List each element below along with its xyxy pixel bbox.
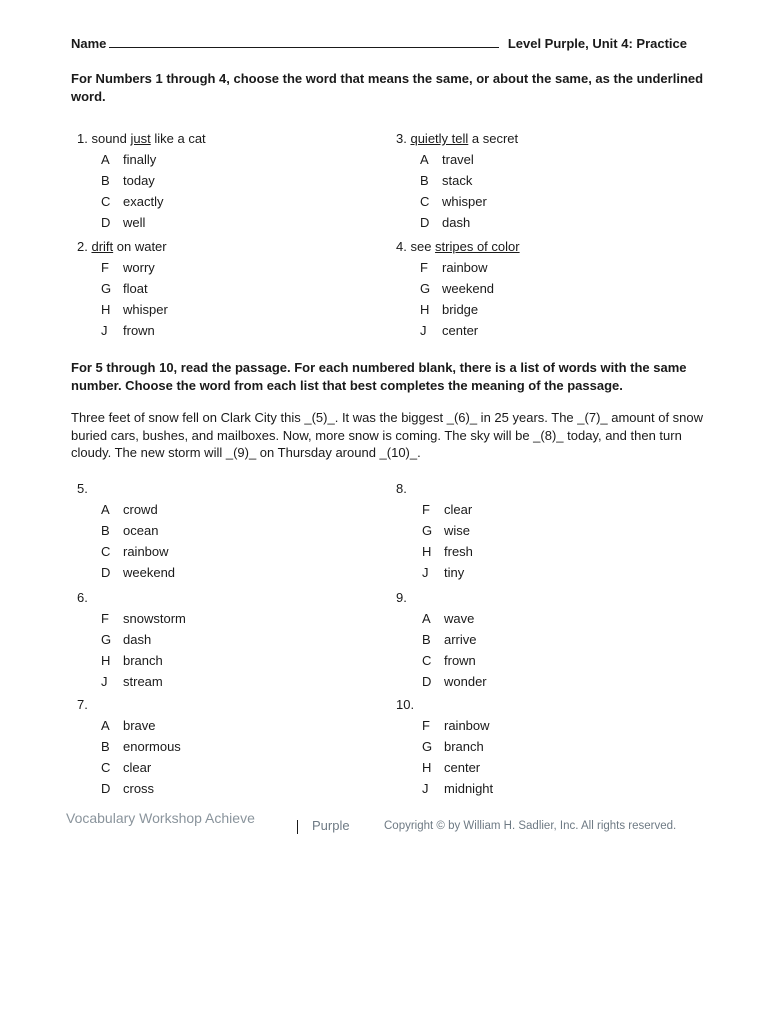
section1-instructions: For Numbers 1 through 4, choose the word that means the same, or about the same, as the underlined word. bbox=[71, 71, 704, 104]
page-title: Level Purple, Unit 4: Practice bbox=[507, 36, 687, 51]
answer-option[interactable]: A wave bbox=[422, 611, 475, 626]
question-1 bbox=[77, 128, 206, 233]
question-number: 8. bbox=[396, 481, 407, 496]
answer-option[interactable]: C whisper bbox=[420, 194, 487, 209]
question-8 bbox=[396, 478, 473, 583]
answer-option[interactable]: J stream bbox=[101, 674, 163, 689]
reading-passage: Three feet of snow fell on Clark City this _(5)_. It was the biggest _(6)_ in 25 years. The _(7)_ amount of snow buried cars, bushes, and mailboxes. Now, more snow is coming. The sky will be _(8)_ today, and then turn cloudy. The new storm will _(9)_ on Thursday around _(10)_. bbox=[71, 410, 704, 460]
question-2 bbox=[77, 236, 168, 341]
question-10 bbox=[396, 694, 493, 799]
answer-option[interactable]: A crowd bbox=[101, 502, 158, 517]
answer-option[interactable]: H bridge bbox=[420, 302, 479, 317]
answer-option[interactable]: F snowstorm bbox=[101, 611, 186, 626]
answer-option[interactable]: A travel bbox=[420, 152, 474, 167]
name-blank-line bbox=[109, 37, 499, 48]
question-9 bbox=[396, 587, 487, 692]
name-label: Name bbox=[71, 36, 107, 51]
answer-option[interactable]: F rainbow bbox=[420, 260, 488, 275]
answer-option[interactable]: A finally bbox=[101, 152, 157, 167]
answer-option[interactable]: B today bbox=[101, 173, 155, 188]
answer-option[interactable]: G branch bbox=[422, 739, 484, 754]
answer-option[interactable]: G wise bbox=[422, 523, 471, 538]
question-number: 7. bbox=[77, 697, 88, 712]
answer-option[interactable]: D cross bbox=[101, 781, 155, 796]
footer-copyright: Copyright © by William H. Sadlier, Inc. All rights reserved. bbox=[384, 820, 677, 832]
answer-option[interactable]: H center bbox=[422, 760, 481, 775]
question-stem: 3. quietly tell a secret bbox=[396, 131, 519, 146]
answer-option[interactable]: F clear bbox=[422, 502, 473, 517]
answer-option[interactable]: J center bbox=[420, 323, 479, 338]
answer-option[interactable]: D weekend bbox=[101, 565, 176, 580]
question-7 bbox=[77, 694, 181, 799]
answer-option[interactable]: G weekend bbox=[420, 281, 495, 296]
answer-option[interactable]: J midnight bbox=[422, 781, 494, 796]
answer-option[interactable]: C frown bbox=[422, 653, 476, 668]
question-number: 6. bbox=[77, 590, 88, 605]
section2-instructions: For 5 through 10, read the passage. For each numbered blank, there is a list of words with the same number. Choose the word from each list that best completes the meaning of the passage. bbox=[71, 360, 687, 393]
question-3 bbox=[396, 128, 518, 233]
answer-option[interactable]: B enormous bbox=[101, 739, 181, 754]
answer-option[interactable]: A brave bbox=[101, 718, 156, 733]
answer-option[interactable]: B ocean bbox=[101, 523, 159, 538]
question-4 bbox=[396, 236, 520, 341]
question-stem: 4. see stripes of color bbox=[396, 239, 520, 254]
footer-brand: Vocabulary Workshop Achieve bbox=[66, 810, 255, 826]
answer-option[interactable]: G float bbox=[101, 281, 148, 296]
answer-option[interactable]: C rainbow bbox=[101, 544, 169, 559]
answer-option[interactable]: H branch bbox=[101, 653, 163, 668]
answer-option[interactable]: H whisper bbox=[101, 302, 168, 317]
question-6 bbox=[77, 587, 186, 692]
question-number: 9. bbox=[396, 590, 407, 605]
answer-option[interactable]: D wonder bbox=[422, 674, 487, 689]
question-number: 10. bbox=[396, 697, 415, 712]
question-number: 5. bbox=[77, 481, 88, 496]
question-5 bbox=[77, 478, 175, 583]
answer-option[interactable]: C clear bbox=[101, 760, 152, 775]
answer-option[interactable]: D well bbox=[101, 215, 146, 230]
answer-option[interactable]: B stack bbox=[420, 173, 473, 188]
answer-option[interactable]: D dash bbox=[420, 215, 471, 230]
question-stem: 2. drift on water bbox=[77, 239, 167, 254]
answer-option[interactable]: H fresh bbox=[422, 544, 473, 559]
page-header bbox=[71, 36, 691, 51]
answer-option[interactable]: J frown bbox=[101, 323, 155, 338]
footer-divider bbox=[297, 820, 298, 834]
footer-level: Purple bbox=[312, 818, 350, 833]
question-stem: 1. sound just like a cat bbox=[77, 131, 206, 146]
answer-option[interactable]: C exactly bbox=[101, 194, 164, 209]
answer-option[interactable]: J tiny bbox=[422, 565, 465, 580]
answer-option[interactable]: G dash bbox=[101, 632, 152, 647]
answer-option[interactable]: F worry bbox=[101, 260, 155, 275]
answer-option[interactable]: F rainbow bbox=[422, 718, 490, 733]
answer-option[interactable]: B arrive bbox=[422, 632, 477, 647]
